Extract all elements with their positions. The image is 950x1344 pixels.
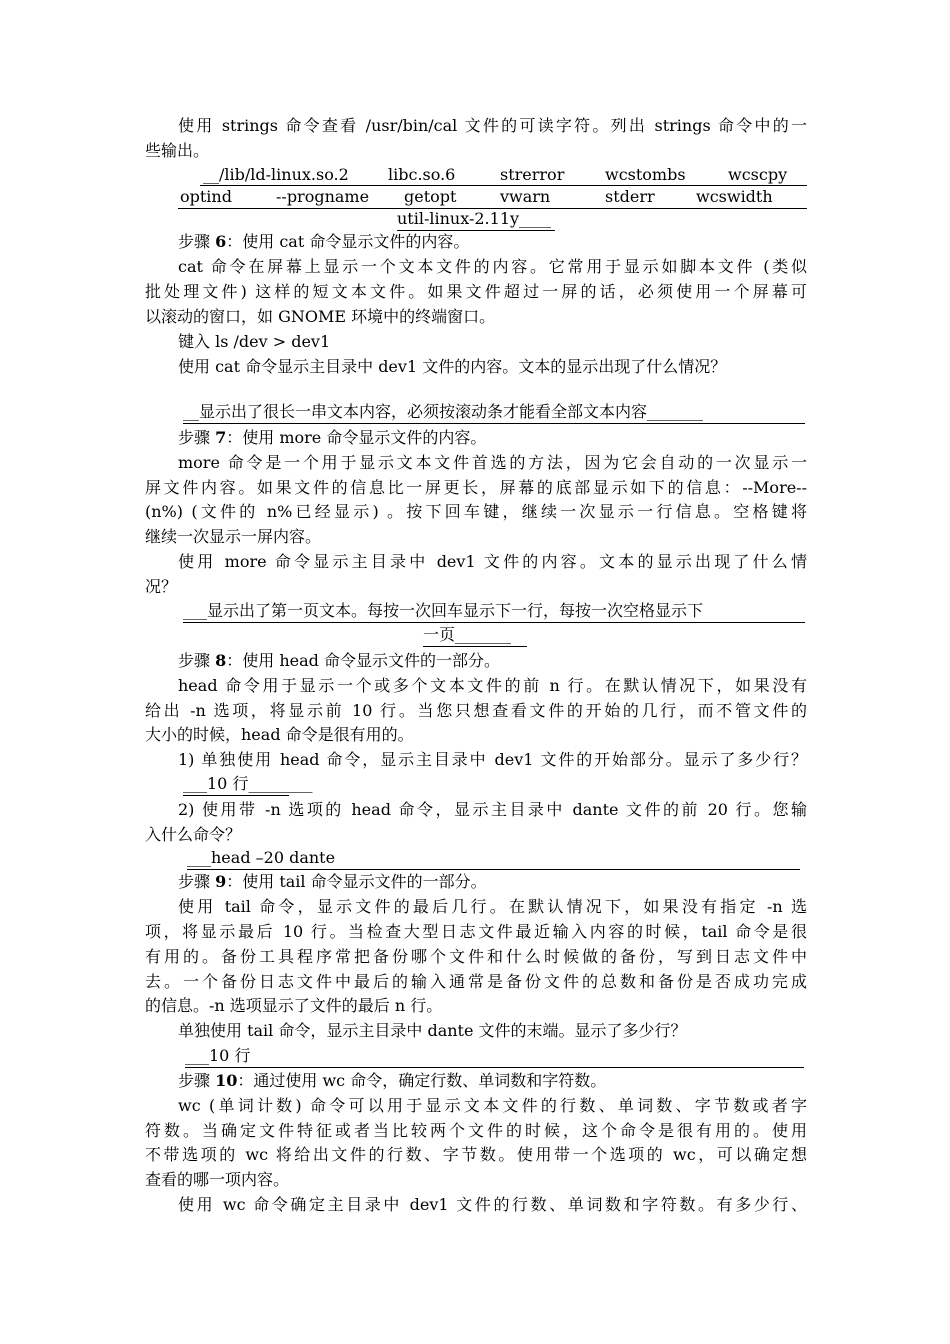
step6-answer: __显示出了很长一串文本内容，必须按滚动条才能看全部文本内容_______: [183, 401, 805, 424]
strings-output-item: __/lib/ld-linux.so.2: [203, 165, 349, 184]
strings-output-item: libc.so.6: [388, 165, 456, 184]
strings-output-item: getopt: [404, 187, 457, 206]
step8-desc-line2: 给出 -n 选项，将显示前 10 行。当您只想查看文件的开始的几行，而不管文件的: [145, 701, 807, 720]
step8-question1: 1) 单独使用 head 命令，显示主目录中 dev1 文件的开始部分。显示了多少行？: [178, 750, 807, 769]
step8-question2-line1: 2) 使用带 -n 选项的 head 命令，显示主目录中 dante 文件的前 20 行。您输: [178, 800, 807, 819]
step6-heading: 步骤 6：使用 cat 命令显示文件的内容。: [178, 232, 470, 251]
strings-output-item: wcswidth: [696, 187, 773, 206]
step9-desc-line5: 的信息。-n 选项显示了文件的最后 n 行。: [145, 996, 443, 1015]
step10-question: 使用 wc 命令确定主目录中 dev1 文件的行数、单词数和字符数。有多少行、: [178, 1195, 807, 1214]
step7-answer-line2: 一页_______: [423, 624, 527, 647]
step7-question-line1: 使用 more 命令显示主目录中 dev1 文件的内容。文本的显示出现了什么情: [178, 552, 807, 571]
strings-output-item: wcstombs: [605, 165, 686, 184]
step9-question: 单独使用 tail 命令，显示主目录中 dante 文件的末端。显示了多少行？: [178, 1021, 687, 1040]
step7-desc-line2: 屏文件内容。如果文件的信息比一屏更长，屏幕的底部显示如下的信息：--More--: [145, 478, 807, 497]
strings-instruction-line2: 些输出。: [145, 141, 210, 160]
step6-type-command: 键入 ls /dev > dev1: [178, 332, 331, 351]
strings-output-item: wcscpy: [728, 165, 788, 184]
step8-answer1: ___10 行________: [183, 773, 289, 796]
strings-output-item: --progname: [276, 187, 370, 206]
strings-output-item: strerror: [500, 165, 565, 184]
step10-desc-line1: wc (单词计数) 命令可以用于显示文本文件的行数、单词数、字节数或者字: [178, 1096, 807, 1115]
step9-answer: ___10 行: [185, 1045, 804, 1068]
step6-desc-line1: cat 命令在屏幕上显示一个文本文件的内容。它常用于显示如脚本文件 (类似: [178, 257, 807, 276]
step7-desc-line1: more 命令是一个用于显示文本文件首选的方法，因为它会自动的一次显示一: [178, 453, 807, 472]
strings-output-item: stderr: [605, 187, 655, 206]
step10-desc-line2: 符数。当确定文件特征或者当比较两个文件的时候，这个命令是很有用的。使用: [145, 1121, 807, 1140]
step8-desc-line3: 大小的时候，head 命令是很有用的。: [145, 725, 414, 744]
strings-instruction-line1: 使用 strings 命令查看 /usr/bin/cal 文件的可读字符。列出 strings 命令中的一: [178, 116, 807, 135]
strings-output-item: vwarn: [500, 187, 551, 206]
step9-desc-line1: 使用 tail 命令，显示文件的最后几行。在默认情况下，如果没有指定 -n 选: [178, 897, 807, 916]
step6-desc-line3: 以滚动的窗口，如 GNOME 环境中的终端窗口。: [145, 307, 496, 326]
step7-answer-line1: ___显示出了第一页文本。每按一次回车显示下一行，每按一次空格显示下: [183, 600, 805, 623]
step9-desc-line3: 有用的。备份工具程序常把备份哪个文件和什么时候做的备份，写到日志文件中: [145, 947, 807, 966]
step6-desc-line2: 批处理文件) 这样的短文本文件。如果文件超过一屏的话，必须使用一个屏幕可: [145, 282, 807, 301]
step10-desc-line4: 查看的哪一项内容。: [145, 1170, 290, 1189]
step8-question2-line2: 入什么命令？: [145, 825, 242, 844]
step7-heading: 步骤 7：使用 more 命令显示文件的内容。: [178, 428, 487, 447]
strings-output-item: optind: [180, 187, 232, 206]
step7-desc-line3: (n%) (文件的 n%已经显示) 。按下回车键，继续一次显示一行信息。空格键将: [145, 502, 807, 521]
step8-heading: 步骤 8：使用 head 命令显示文件的一部分。: [178, 651, 500, 670]
step9-desc-line4: 去。一个备份日志文件中最后的输入通常是备份文件的总数和备份是否成功完成: [145, 972, 807, 991]
step8-desc-line1: head 命令用于显示一个或多个文本文件的前 n 行。在默认情况下，如果没有: [178, 676, 807, 695]
step7-desc-line4: 继续一次显示一屏内容。: [145, 527, 322, 546]
step8-answer2: ___head –20 dante: [187, 847, 800, 870]
step6-question: 使用 cat 命令显示主目录中 dev1 文件的内容。文本的显示出现了什么情况？: [178, 357, 727, 376]
step9-desc-line2: 项，将显示最后 10 行。当检查大型日志文件最近输入内容的时候，tail 命令是很: [145, 922, 807, 941]
step7-question-line2: 况？: [145, 577, 178, 596]
step9-heading: 步骤 9：使用 tail 命令显示文件的一部分。: [178, 872, 487, 891]
strings-output-item: util-linux-2.11y____: [397, 209, 552, 228]
step10-desc-line3: 不带选项的 wc 将给出文件的行数、字节数。使用带一个选项的 wc，可以确定想: [145, 1145, 807, 1164]
step10-heading: 步骤 10：通过使用 wc 命令，确定行数、单词数和字符数。: [178, 1071, 607, 1090]
